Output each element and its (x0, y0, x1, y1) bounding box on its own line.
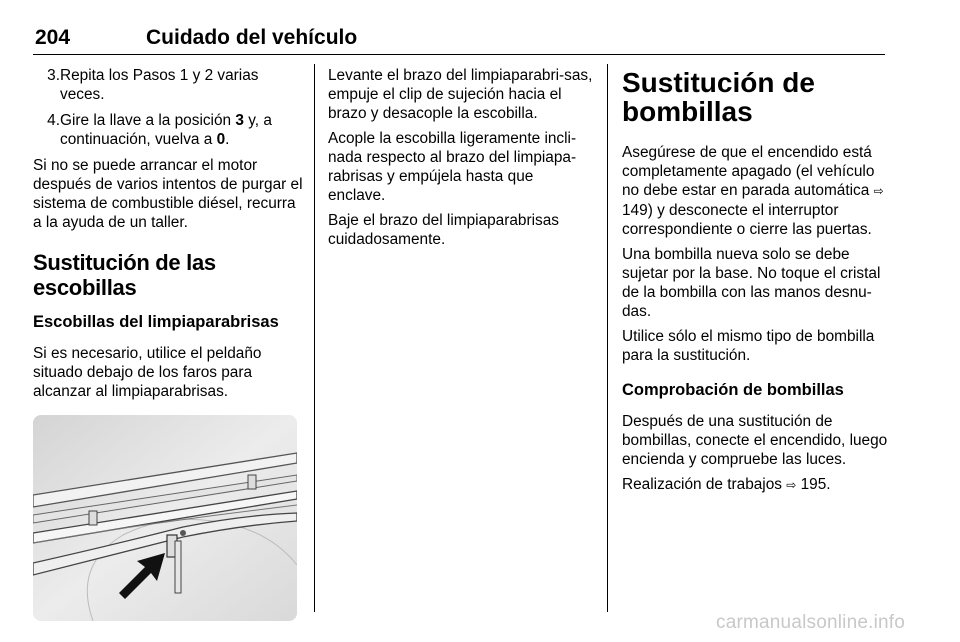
column-divider (314, 64, 315, 612)
paragraph: Si no se puede arrancar el motor después de varios intentos de purgar el sistema de combustible diésel, recurra a la ayuda de un taller. (33, 157, 303, 231)
watermark: carmanualsonline.info (716, 612, 906, 633)
subsection-heading: Comprobación de bombillas (622, 381, 844, 399)
paragraph: Una bombilla nueva solo se debe sujetar por la base. No toque el cristal de la bombilla con las manos desnu-das. (622, 246, 881, 320)
column-left (33, 66, 303, 621)
subsection-heading: Escobillas del limpiaparabrisas (33, 313, 279, 331)
paragraph: Acople la escobilla ligeramente incli-nada respecto al brazo del limpiapa-rabrisas y empújela hasta que enclave. (328, 130, 577, 204)
paragraph: Si es necesario, utilice el peldaño situado debajo de los faros para alcanzar al limpiaparabrisas. (33, 345, 262, 400)
paragraph: Asegúrese de que el encendido está completamente apagado (el vehículo no debe estar en parada automática ⇨ 149) y desconecte el interruptor correspondiente o cierre las puertas. (622, 144, 884, 238)
step-number: 4. (47, 112, 60, 129)
paragraph: Utilice sólo el mismo tipo de bombilla para la sustitución. (622, 328, 875, 364)
paragraph: Después de una sustitución de bombillas, conecte el encendido, luego encienda y compruebe las luces. (622, 413, 888, 468)
paragraph: Realización de trabajos ⇨ 195. (622, 476, 831, 493)
column-middle (328, 66, 594, 255)
column-right (622, 66, 888, 501)
section-heading: Sustitución de bombillas (622, 67, 815, 127)
paragraph: Baje el brazo del limpiaparabrisas cuidadosamente. (328, 212, 559, 248)
list-item (33, 111, 303, 149)
step-text: Repita los Pasos 1 y 2 varias veces. (60, 67, 259, 103)
page-header (33, 20, 885, 55)
wiper-figure-svg (33, 415, 297, 621)
page-ref-arrow-icon: ⇨ (873, 184, 884, 198)
page-title: Cuidado del vehículo (146, 26, 358, 49)
wiper-arm-illustration (33, 415, 297, 621)
page-number: 204 (35, 26, 71, 49)
step-number: 3. (47, 67, 60, 84)
page-ref-link[interactable]: 149 (622, 202, 648, 219)
page-ref-arrow-icon: ⇨ (786, 478, 797, 492)
section-heading: Sustitución de las escobillas (33, 250, 216, 300)
paragraph: Levante el brazo del limpiaparabri-sas, empuje el clip de sujeción hacia el brazo y desacople la escobilla. (328, 67, 593, 122)
step-text: Gire la llave a la posición 3 y, a continuación, vuelva a 0. (60, 112, 272, 148)
list-item (33, 66, 303, 104)
column-divider (607, 64, 608, 612)
page-ref-link[interactable]: 195 (800, 476, 827, 493)
